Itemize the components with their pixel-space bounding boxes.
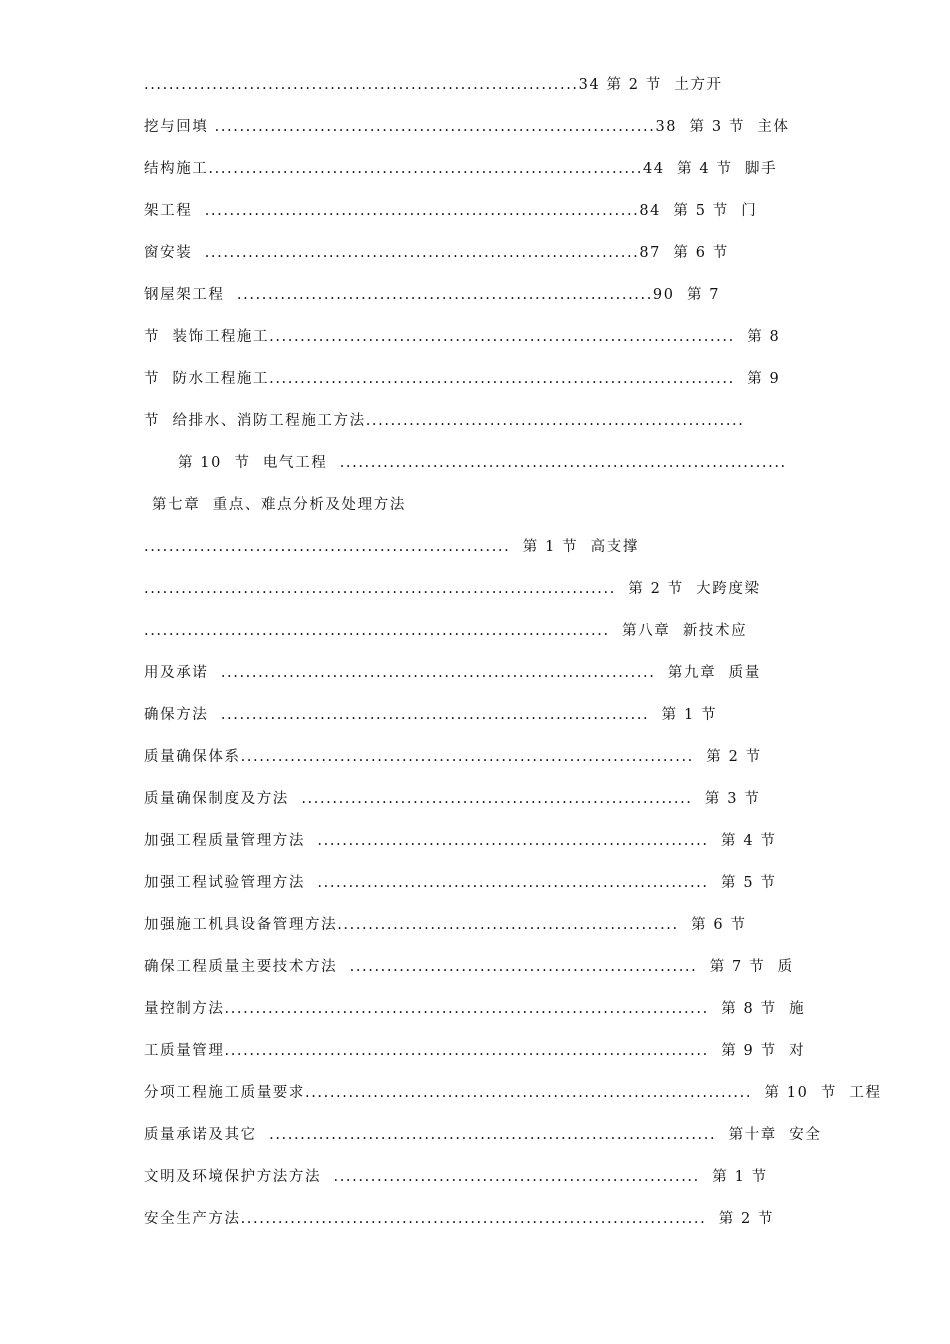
toc-line bbox=[144, 1039, 805, 1063]
toc-line-text: ............................................................................ 第 2 节 大跨度梁 bbox=[144, 581, 761, 597]
chapter-heading-text: 第七章 重点、难点分析及处理方法 bbox=[152, 497, 406, 513]
toc-line-text: 节 防水工程施工........................................................................... 第 9 bbox=[144, 371, 781, 387]
toc-line-text: 质量确保制度及方法 ............................................................... 第 3 节 bbox=[144, 791, 761, 807]
toc-line-text: 分项工程施工质量要求........................................................................ 第 10 节 工程 bbox=[144, 1085, 882, 1101]
toc-line-text: 节 装饰工程施工........................................................................... 第 8 bbox=[144, 329, 781, 345]
toc-line-text: 文明及环境保护方法方法 ........................................................... 第 1 节 bbox=[144, 1169, 768, 1185]
toc-line bbox=[144, 367, 780, 391]
toc-line-text: 量控制方法.............................................................................. 第 8 节 施 bbox=[144, 1001, 806, 1017]
toc-line bbox=[144, 241, 729, 265]
toc-line bbox=[144, 787, 760, 811]
toc-line-text: 确保工程质量主要技术方法 ........................................................ 第 7 节 质 bbox=[144, 959, 794, 975]
toc-line-text: 工质量管理.............................................................................. 第 9 节 对 bbox=[144, 1043, 806, 1059]
toc-line bbox=[144, 913, 747, 937]
toc-line bbox=[178, 451, 787, 475]
toc-line bbox=[144, 1165, 768, 1189]
toc-line bbox=[144, 997, 805, 1021]
toc-line bbox=[144, 199, 757, 223]
toc-line bbox=[144, 283, 720, 307]
toc-line-text: ......................................................................34 第 2 节 土方开 bbox=[144, 77, 723, 93]
toc-line-text: ........................................................... 第 1 节 高支撑 bbox=[144, 539, 639, 555]
chapter-heading bbox=[152, 493, 406, 517]
toc-line bbox=[144, 661, 761, 685]
toc-line-text: 窗安装 ......................................................................87 第 6 节 bbox=[144, 245, 729, 261]
toc-line bbox=[144, 703, 717, 727]
toc-line-text: 钢屋架工程 ...................................................................90 第 7 bbox=[144, 287, 721, 303]
toc-line bbox=[144, 829, 776, 853]
toc-line bbox=[144, 1081, 882, 1105]
toc-line-text: 安全生产方法........................................................................... 第 2 节 bbox=[144, 1211, 775, 1227]
toc-line bbox=[144, 157, 777, 181]
toc-line bbox=[144, 73, 723, 97]
toc-line bbox=[144, 115, 790, 139]
toc-line bbox=[144, 577, 761, 601]
toc-line-text: 用及承诺 ...................................................................... 第九章 质量 bbox=[144, 665, 761, 681]
toc-line bbox=[144, 1123, 822, 1147]
toc-line-text: 加强工程质量管理方法 ............................................................... 第 4 节 bbox=[144, 833, 777, 849]
toc-line bbox=[144, 409, 744, 433]
toc-line-text: 第 10 节 电气工程 ........................................................................ bbox=[178, 455, 787, 471]
toc-line bbox=[144, 325, 780, 349]
toc-line-text: 质量确保体系......................................................................... 第 2 节 bbox=[144, 749, 762, 765]
toc-line bbox=[144, 871, 776, 895]
toc-line-text: 确保方法 ..................................................................... 第 1 节 bbox=[144, 707, 718, 723]
toc-line-text: 质量承诺及其它 ........................................................................ 第十章 安全 bbox=[144, 1127, 822, 1143]
toc-line-text: 架工程 ......................................................................84 第 5 节 门 bbox=[144, 203, 758, 219]
toc-line-text: ........................................................................... 第八章 新技术应 bbox=[144, 623, 748, 639]
toc-line-text: 挖与回填 .......................................................................38 第 3 节 主体 bbox=[144, 119, 790, 135]
toc-line-text: 加强施工机具设备管理方法....................................................... 第 6 节 bbox=[144, 917, 747, 933]
toc-line-text: 节 给排水、消防工程施工方法............................................................. bbox=[144, 413, 745, 429]
toc-line-text: 加强工程试验管理方法 ............................................................... 第 5 节 bbox=[144, 875, 777, 891]
toc-line-text: 结构施工......................................................................44 第 4 节 脚手 bbox=[144, 161, 778, 177]
toc-line bbox=[144, 955, 794, 979]
toc-line bbox=[144, 535, 639, 559]
toc-line bbox=[144, 745, 762, 769]
toc-line bbox=[144, 1207, 774, 1231]
toc-line bbox=[144, 619, 747, 643]
